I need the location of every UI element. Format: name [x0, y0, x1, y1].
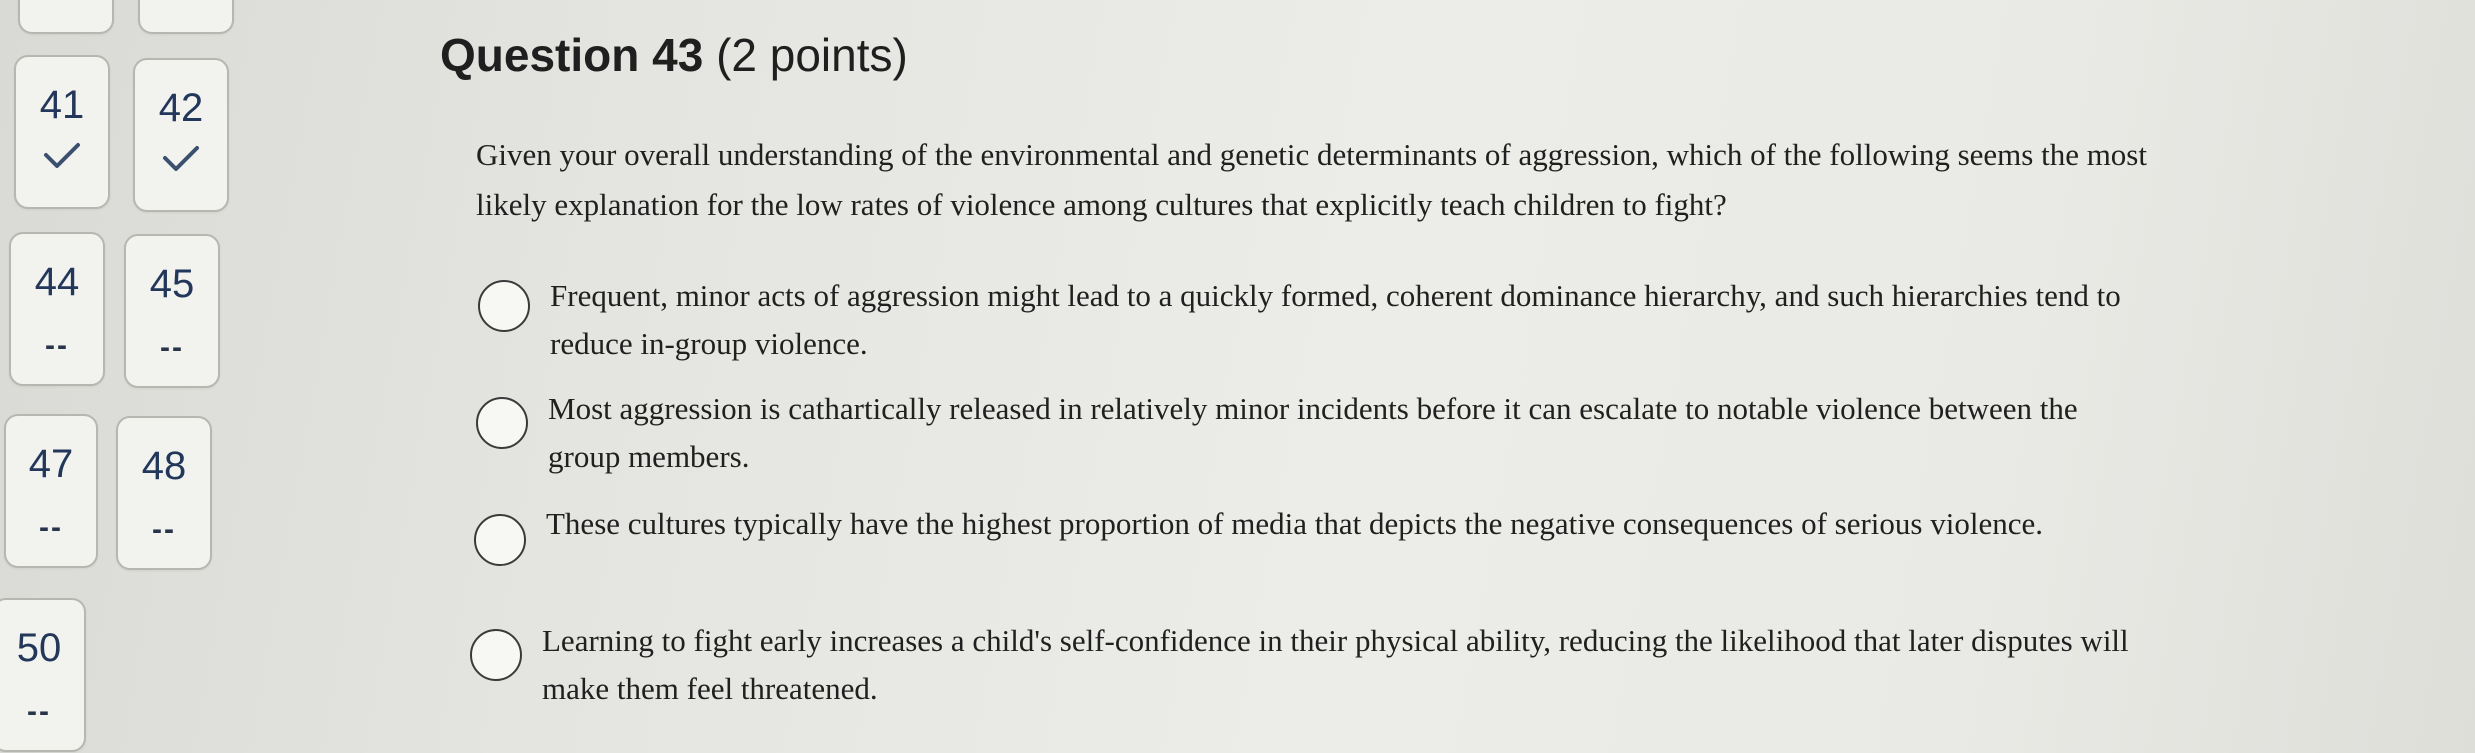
nav-item-partial-right[interactable]: [138, 0, 234, 34]
nav-item-number: 42: [158, 86, 204, 130]
nav-item-status: --: [39, 511, 63, 544]
option-text: Learning to fight early increases a child's self-confidence in their physical ability, reducing the likelihood that later disputes will make them feel threatened.: [542, 623, 2129, 706]
radio-button[interactable]: [478, 280, 530, 332]
nav-item-41[interactable]: [14, 55, 110, 209]
nav-item-44[interactable]: [9, 232, 105, 386]
nav-item-number: 45: [149, 262, 195, 306]
question-text: Given your overall understanding of the environmental and genetic determinants of aggression, which of the following seems the most likely explanation for the low rates of violence among cultures that explicitly teach children to fight?: [476, 137, 2147, 222]
option-text: These cultures typically have the highest proportion of media that depicts the negative consequences of serious violence.: [546, 506, 2043, 541]
radio-button[interactable]: [470, 629, 522, 681]
nav-item-number: 41: [39, 83, 85, 127]
nav-item-number: 44: [34, 260, 80, 304]
nav-item-partial-left[interactable]: [18, 0, 114, 34]
checkmark-icon: [16, 141, 108, 176]
nav-item-47[interactable]: [4, 414, 98, 568]
nav-item-48[interactable]: [116, 416, 212, 570]
nav-item-number: 50: [16, 626, 62, 670]
nav-item-status: --: [27, 695, 51, 728]
nav-item-number: 47: [28, 442, 74, 486]
question-title: [440, 28, 908, 82]
nav-item-45[interactable]: [124, 234, 220, 388]
radio-button[interactable]: [474, 514, 526, 566]
option-text: Frequent, minor acts of aggression might lead to a quickly formed, coherent dominance hierarchy, and such hierarchies tend to reduce in-group violence.: [550, 278, 2121, 361]
radio-button[interactable]: [476, 397, 528, 449]
nav-item-status: --: [152, 513, 176, 546]
nav-item-50[interactable]: [0, 598, 86, 752]
question-number: Question 43: [440, 29, 704, 81]
question-points: (2 points): [716, 29, 908, 81]
option-text: Most aggression is cathartically released in relatively minor incidents before it can escalate to notable violence between the group members.: [548, 391, 2078, 474]
nav-item-42[interactable]: [133, 58, 229, 212]
nav-item-status: --: [160, 331, 184, 364]
nav-item-number: 48: [141, 444, 187, 488]
checkmark-icon: [135, 144, 227, 179]
nav-item-status: --: [45, 329, 69, 362]
